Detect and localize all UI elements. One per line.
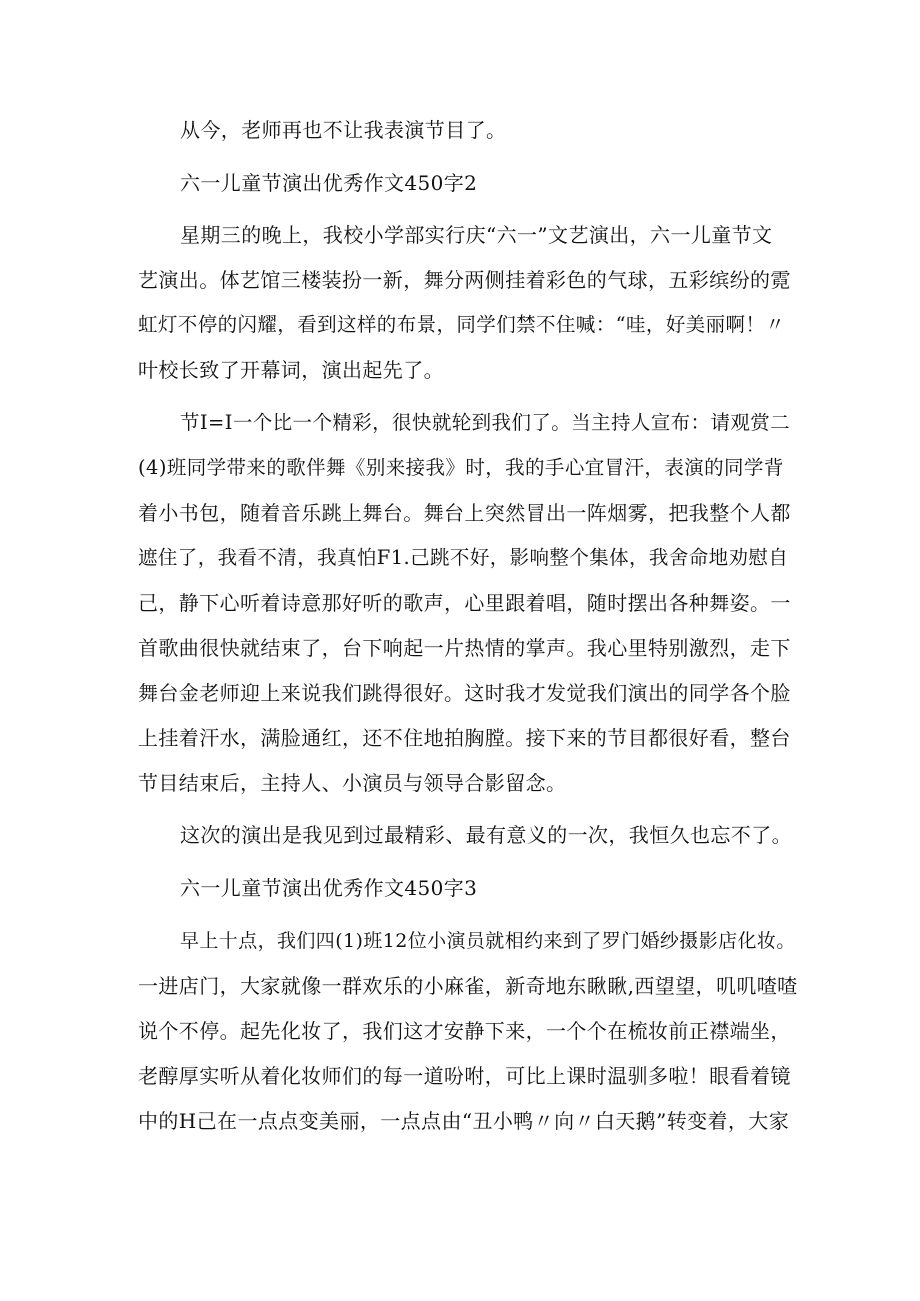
paragraph-line: 这次的演出是我见到过最精彩、最有意义的一次，我恒久也忘不了。 [180, 823, 792, 847]
paragraph-line: 从今，老师再也不让我表演节目了。 [180, 118, 507, 142]
paragraph-line: 上挂着汗水，满脸通红，还不住地拍胸膛。接下来的节目都很好看，整台 [138, 726, 791, 750]
paragraph-line: 艺演出。体艺馆三楼装扮一新，舞分两侧挂着彩色的气球，五彩缤纷的霓 [138, 268, 791, 292]
paragraph-line: 遮住了，我看不清，我真怕F1.己跳不好，影响整个集体，我舍命地劝慰自 [138, 546, 789, 569]
paragraph-line: 中的H己在一点点变美丽，一点点由“丑小鸭〃向〃白天鹅”转变着，大家 [138, 1109, 790, 1133]
paragraph-line: 星期三的晚上，我校小学部实行庆“六一”文艺演出，六一儿童节文 [180, 223, 773, 247]
paragraph-line: 己，静下心听着诗意那好听的歌声，心里跟着唱，随时摆出各种舞姿。一 [138, 591, 791, 615]
paragraph-line: 虹灯不停的闪耀，看到这样的布景，同学们禁不住喊：“哇，好美丽啊！〃 [138, 313, 786, 336]
paragraph-line: 说个不停。起先化妆了，我们这才安静下来，一个个在梳妆前正襟端坐， [138, 1019, 791, 1043]
paragraph-line: (4)班同学带来的歌伴舞《别来接我》时，我的手心宜冒汗，表演的同学背 [138, 456, 784, 479]
paragraph-line: 节I=I一个比一个精彩，很快就轮到我们了。当主持人宣布：请观赏二 [180, 411, 791, 434]
paragraph-line: 首歌曲很快就结束了，台下响起一片热情的掌声。我心里特别激烈，走下 [138, 636, 791, 660]
paragraph-line: 早上十点，我们四(1)班12位小演员就相约来到了罗门婚纱摄影店化妆。 [180, 930, 796, 952]
paragraph-line: 老醇厚实听从着化妆师们的每一道吩咐，可比上课时温驯多啦！眼看着镜 [138, 1064, 791, 1088]
paragraph-line: 一进店门，大家就像一群欢乐的小麻雀，新奇地东瞅瞅,西望望，叽叽喳喳 [138, 974, 798, 998]
section-heading: 六一儿童节演出优秀作文450字3 [180, 876, 478, 900]
section-heading: 六一儿童节演出优秀作文450字2 [180, 171, 478, 195]
paragraph-line: 着小书包，随着音乐跳上舞台。舞台上突然冒出一阵烟雾，把我整个人都 [138, 501, 791, 525]
paragraph-line: 舞台金老师迎上来说我们跳得很好。这时我才发觉我们演出的同学各个脸 [138, 681, 791, 705]
paragraph-line: 节目结束后，主持人、小演员与领导合影留念。 [138, 771, 567, 795]
paragraph-line: 叶校长致了开幕词，演出起先了。 [138, 358, 444, 382]
